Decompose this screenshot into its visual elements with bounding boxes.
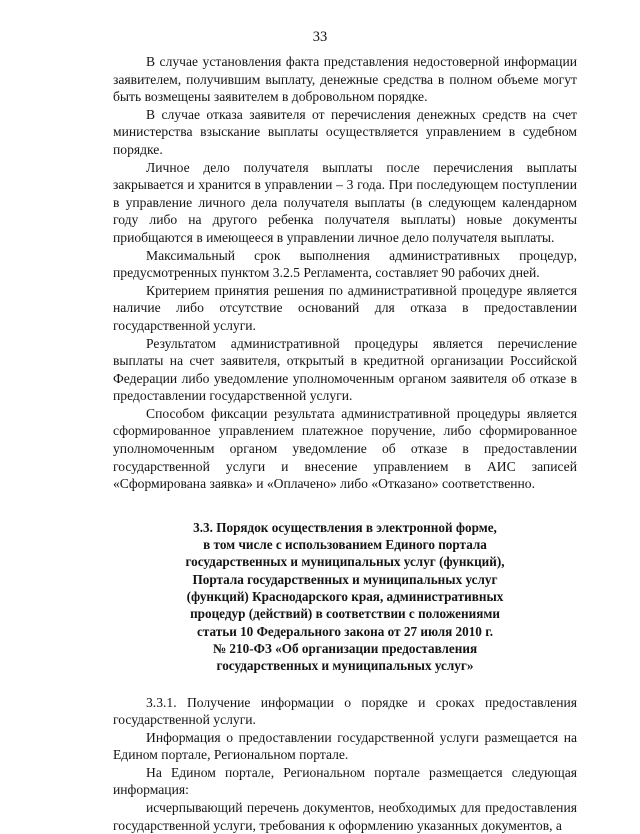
paragraph: Критерием принятия решения по административной процедуре является наличие либо отсутствие оснований для отказа в предоставлении государственной услуги.	[113, 282, 577, 333]
section-heading-line: (функций) Краснодарского края, административных	[186, 589, 504, 605]
section-heading-line: № 210-ФЗ «Об организации предоставления	[212, 640, 478, 656]
section-heading-line: процедур (действий) в соответствии с положениями	[190, 606, 500, 622]
page-number: 33	[312, 29, 328, 45]
paragraph: Личное дело получателя выплаты после перечисления выплаты закрывается и хранится в управлении – 3 года. При последующем поступлении в управление личного дела получателя выплаты (в следующем календарном году либо на другого ребенка получателя выплаты) новые документы приобщаются в имеющееся в управлении личное дело получателя выплаты.	[113, 159, 577, 245]
paragraph: 3.3.1. Получение информации о порядке и сроках предоставления государственной услуги.	[113, 694, 577, 728]
section-heading-line: государственных и муниципальных услуг»	[216, 658, 474, 674]
section-heading-line: в том числе с использованием Единого портала	[203, 537, 487, 553]
paragraph: Максимальный срок выполнения административных процедур, предусмотренных пунктом 3.2.5 Регламента, составляет 90 рабочих дней.	[113, 247, 577, 281]
paragraph: На Едином портале, Региональном портале размещается следующая информация:	[113, 764, 577, 798]
document-body	[113, 53, 577, 834]
section-heading	[113, 519, 577, 675]
section-heading-line: государственных и муниципальных услуг (функций),	[185, 554, 505, 570]
section-heading-line: статьи 10 Федерального закона от 27 июля 2010 г.	[197, 623, 493, 639]
paragraph: Способом фиксации результата административной процедуры является сформированное управлением платежное поручение, либо сформированное уполномоченным органом уведомление об отказе в предоставлении государственной услуги и внесение управлением в АИС записей «Сформирована заявка» и «Оплачено» либо «Отказано» соответственно.	[113, 405, 577, 492]
section-heading-line: 3.3. Порядок осуществления в электронной форме,	[193, 519, 497, 535]
paragraph: Информация о предоставлении государственной услуги размещается на Едином портале, Региональном портале.	[113, 729, 577, 763]
paragraph: Результатом административной процедуры является перечисление выплаты на счет заявителя, открытый в кредитной организации Российской Федерации либо уведомление уполномоченным органом заявителя об отказе в предоставлении государственной услуги.	[113, 335, 577, 404]
section-heading-line: Портала государственных и муниципальных услуг	[192, 571, 498, 587]
paragraph: В случае отказа заявителя от перечисления денежных средств на счет министерства взыскание выплаты осуществляется управлением в судебном порядке.	[113, 106, 577, 157]
paragraph: исчерпывающий перечень документов, необходимых для предоставления государственной услуги, требования к оформлению указанных документов, а	[113, 800, 577, 833]
paragraph: В случае установления факта представления недостоверной информации заявителем, получившим выплату, денежные средства в полном объеме могут быть возмещены заявителем в добровольном порядке.	[113, 54, 577, 105]
